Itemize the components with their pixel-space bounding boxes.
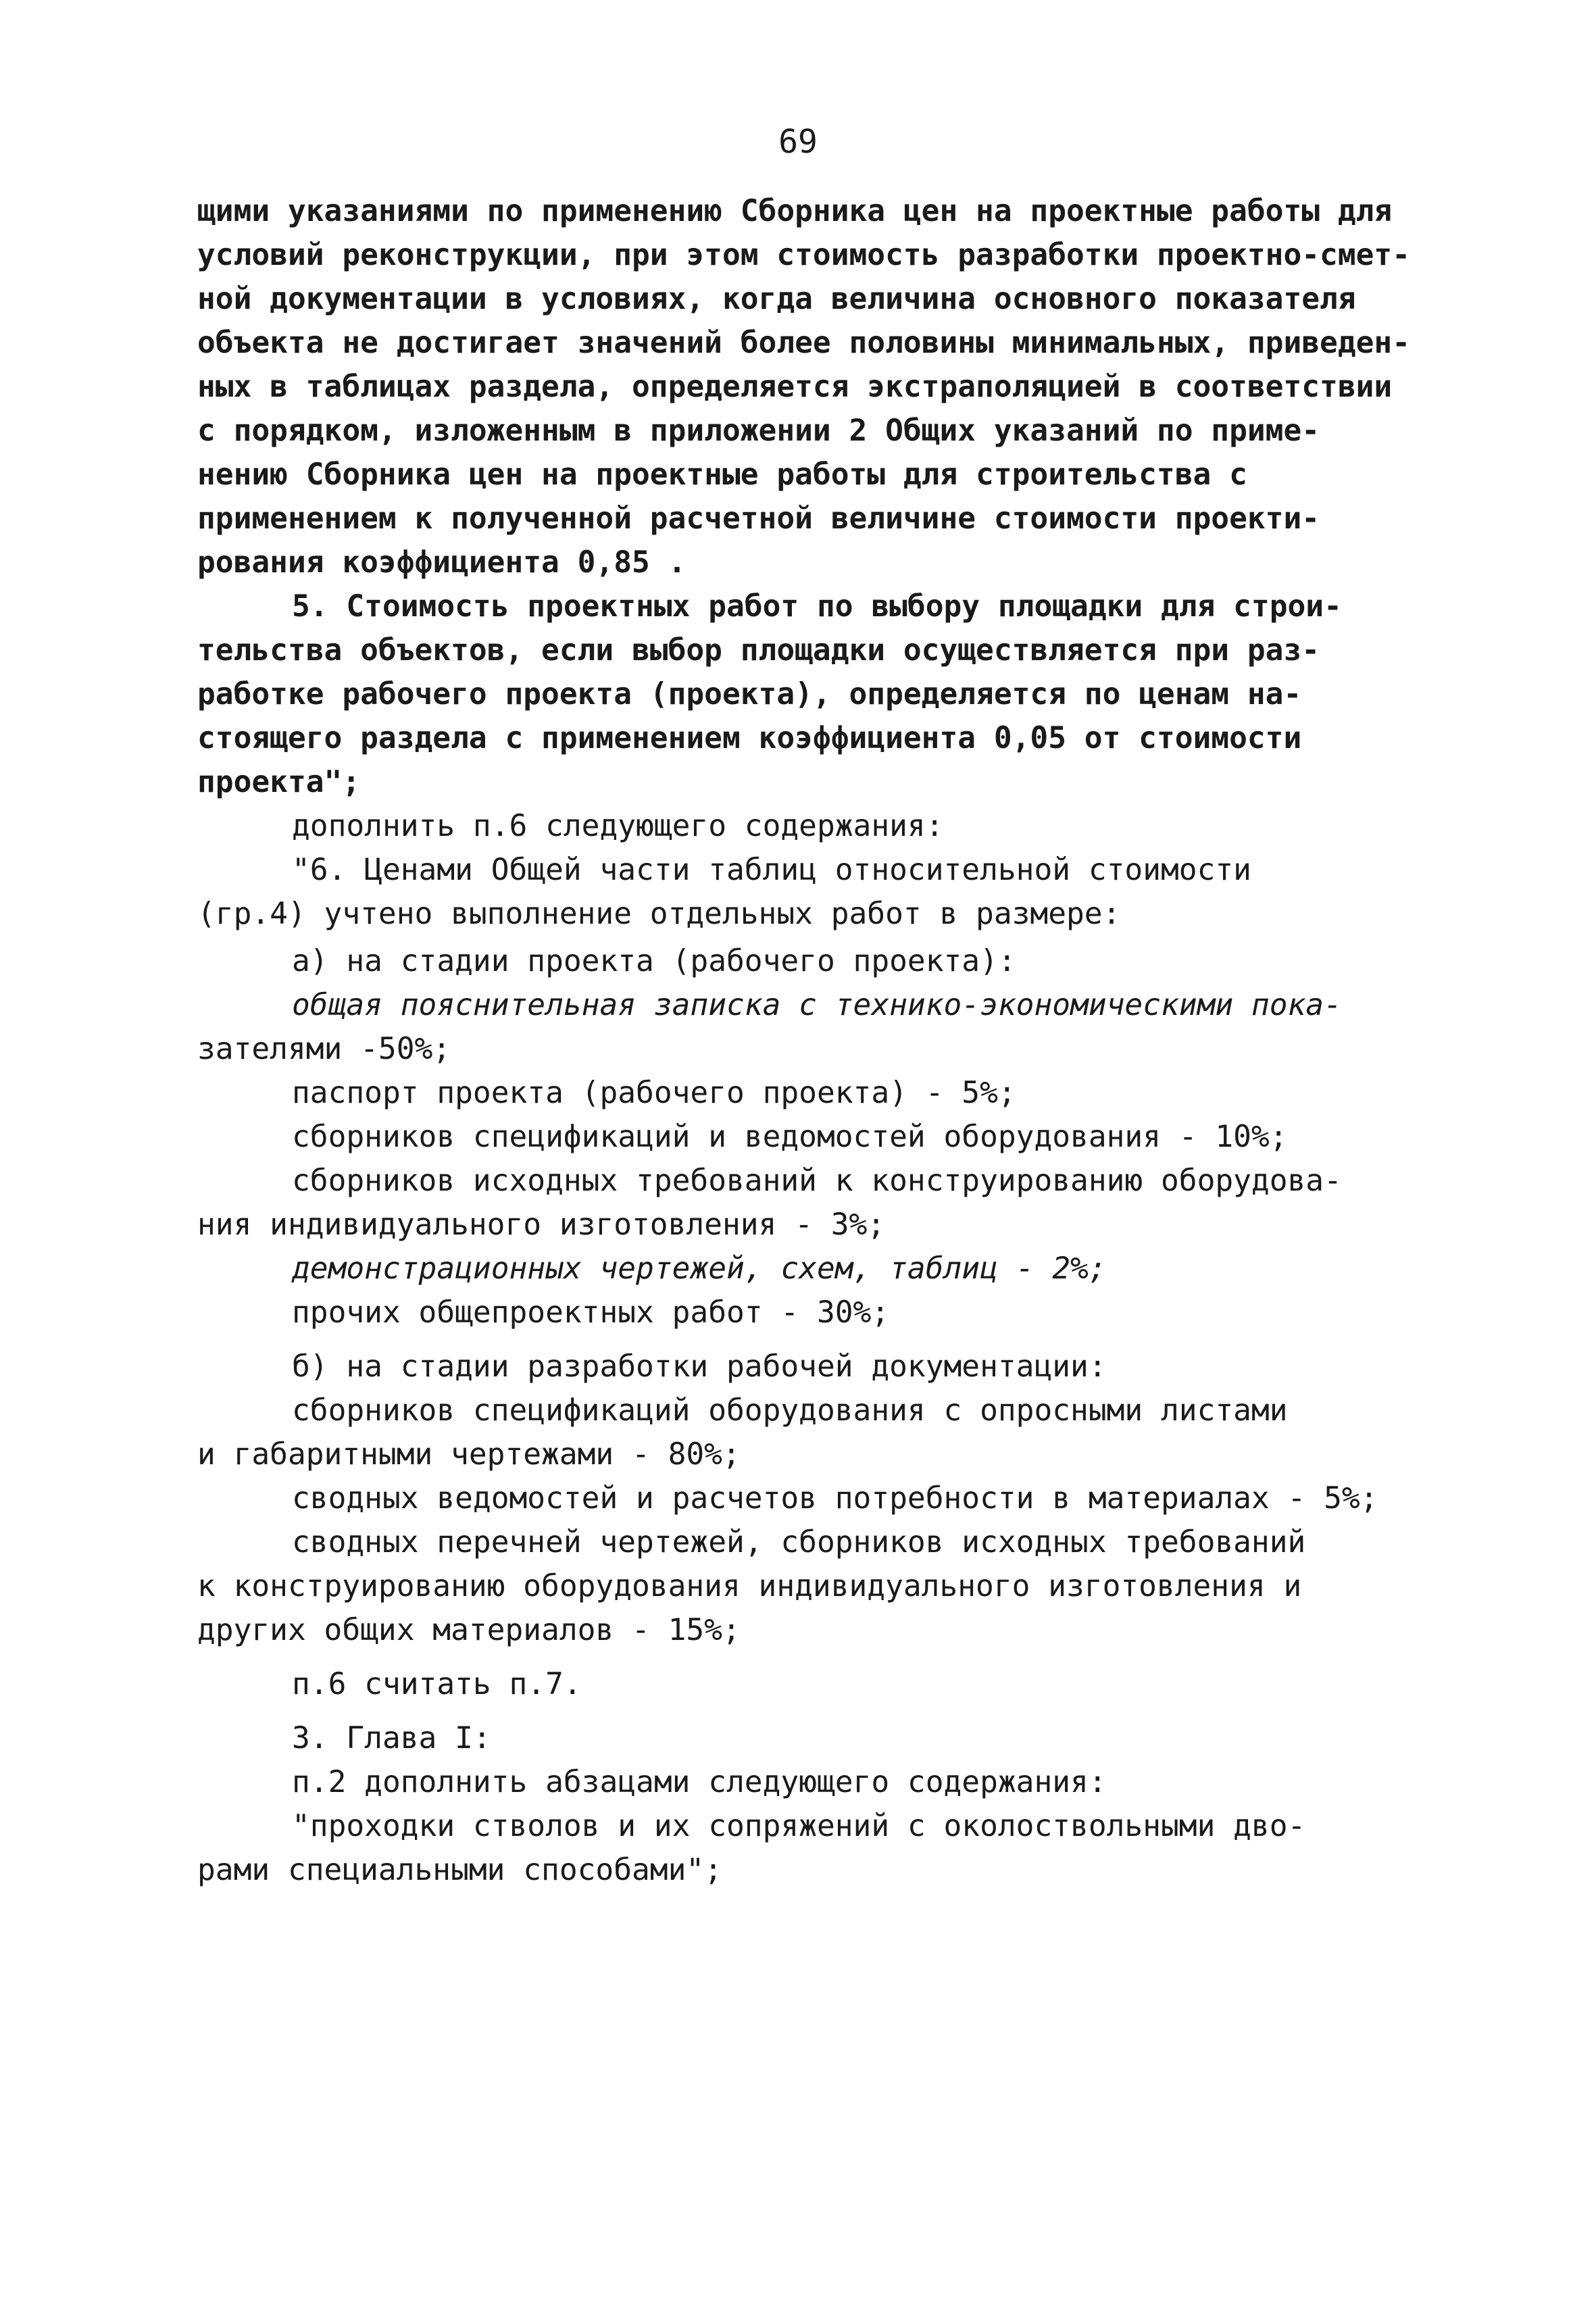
text-line: нению Сборника цен на проектные работы для строительства с — [197, 457, 1247, 492]
text-line: паспорт проекта (рабочего проекта) - 5%; — [292, 1076, 1016, 1110]
text-line: демонстрационных чертежей, схем, таблиц - 2%; — [292, 1251, 1107, 1286]
text-line: сводных перечней чертежей, сборников исходных требований — [292, 1525, 1306, 1560]
text-line: работке рабочего проекта (проекта), определяется по ценам на- — [197, 677, 1302, 712]
text-line: и габаритными чертежами - 80%; — [197, 1437, 741, 1472]
text-line: к конструированию оборудования индивидуального изготовления и — [197, 1569, 1302, 1603]
text-line: "проходки стволов и их сопряжений с околоствольными дво- — [292, 1809, 1306, 1843]
page-number: 69 — [778, 123, 818, 161]
text-line: сводных ведомостей и расчетов потребности в материалах - 5%; — [292, 1481, 1378, 1516]
text-line: общая пояснительная записка с технико-экономическими пока- — [292, 988, 1342, 1022]
text-line: ной документации в условиях, когда величина основного показателя — [197, 282, 1356, 316]
text-line: 5. Стоимость проектных работ по выбору площадки для строи- — [292, 589, 1342, 624]
text-line: дополнить п.6 следующего содержания: — [292, 809, 944, 843]
text-line: рами специальными способами"; — [197, 1853, 722, 1887]
text-line: условий реконструкции, при этом стоимость разработки проектно-смет- — [197, 238, 1411, 272]
text-line: сборников спецификаций оборудования с опросными листами — [292, 1393, 1288, 1428]
text-line: применением к полученной расчетной величине стоимости проекти- — [197, 501, 1320, 536]
text-line: щими указаниями по применению Сборника цен на проектные работы для — [197, 194, 1393, 228]
text-line: п.2 дополнить абзацами следующего содержания: — [292, 1765, 1107, 1799]
text-line: с порядком, изложенным в приложении 2 Общих указаний по приме- — [197, 414, 1320, 448]
text-line: прочих общепроектных работ - 30%; — [292, 1295, 890, 1330]
text-line: 3. Глава I: — [292, 1721, 491, 1756]
text-line: тельства объектов, если выбор площадки осуществляется при раз- — [197, 633, 1320, 668]
text-line: рования коэффициента 0,85 . — [197, 545, 687, 580]
text-line: б) на стадии разработки рабочей документации: — [292, 1349, 1107, 1384]
text-line: зателями -50%; — [197, 1032, 451, 1066]
text-line: объекта не достигает значений более половины минимальных, приведен- — [197, 326, 1411, 360]
text-line: ных в таблицах раздела, определяется экстраполяцией в соответствии — [197, 370, 1393, 404]
text-line: стоящего раздела с применением коэффициента 0,05 от стоимости — [197, 721, 1302, 755]
text-line: сборников исходных требований к конструированию оборудова- — [292, 1164, 1342, 1198]
text-line: а) на стадии проекта (рабочего проекта): — [292, 944, 1016, 978]
text-line: проекта"; — [197, 765, 361, 799]
text-line: сборников спецификаций и ведомостей оборудования - 10%; — [292, 1120, 1288, 1154]
text-line: (гр.4) учтено выполнение отдельных работ в размере: — [197, 897, 1121, 931]
text-line: п.6 считать п.7. — [292, 1667, 582, 1701]
text-line: ния индивидуального изготовления - 3%; — [197, 1208, 886, 1242]
text-line: "6. Ценами Общей части таблиц относительной стоимости — [292, 853, 1251, 887]
text-line: других общих материалов - 15%; — [197, 1613, 741, 1647]
